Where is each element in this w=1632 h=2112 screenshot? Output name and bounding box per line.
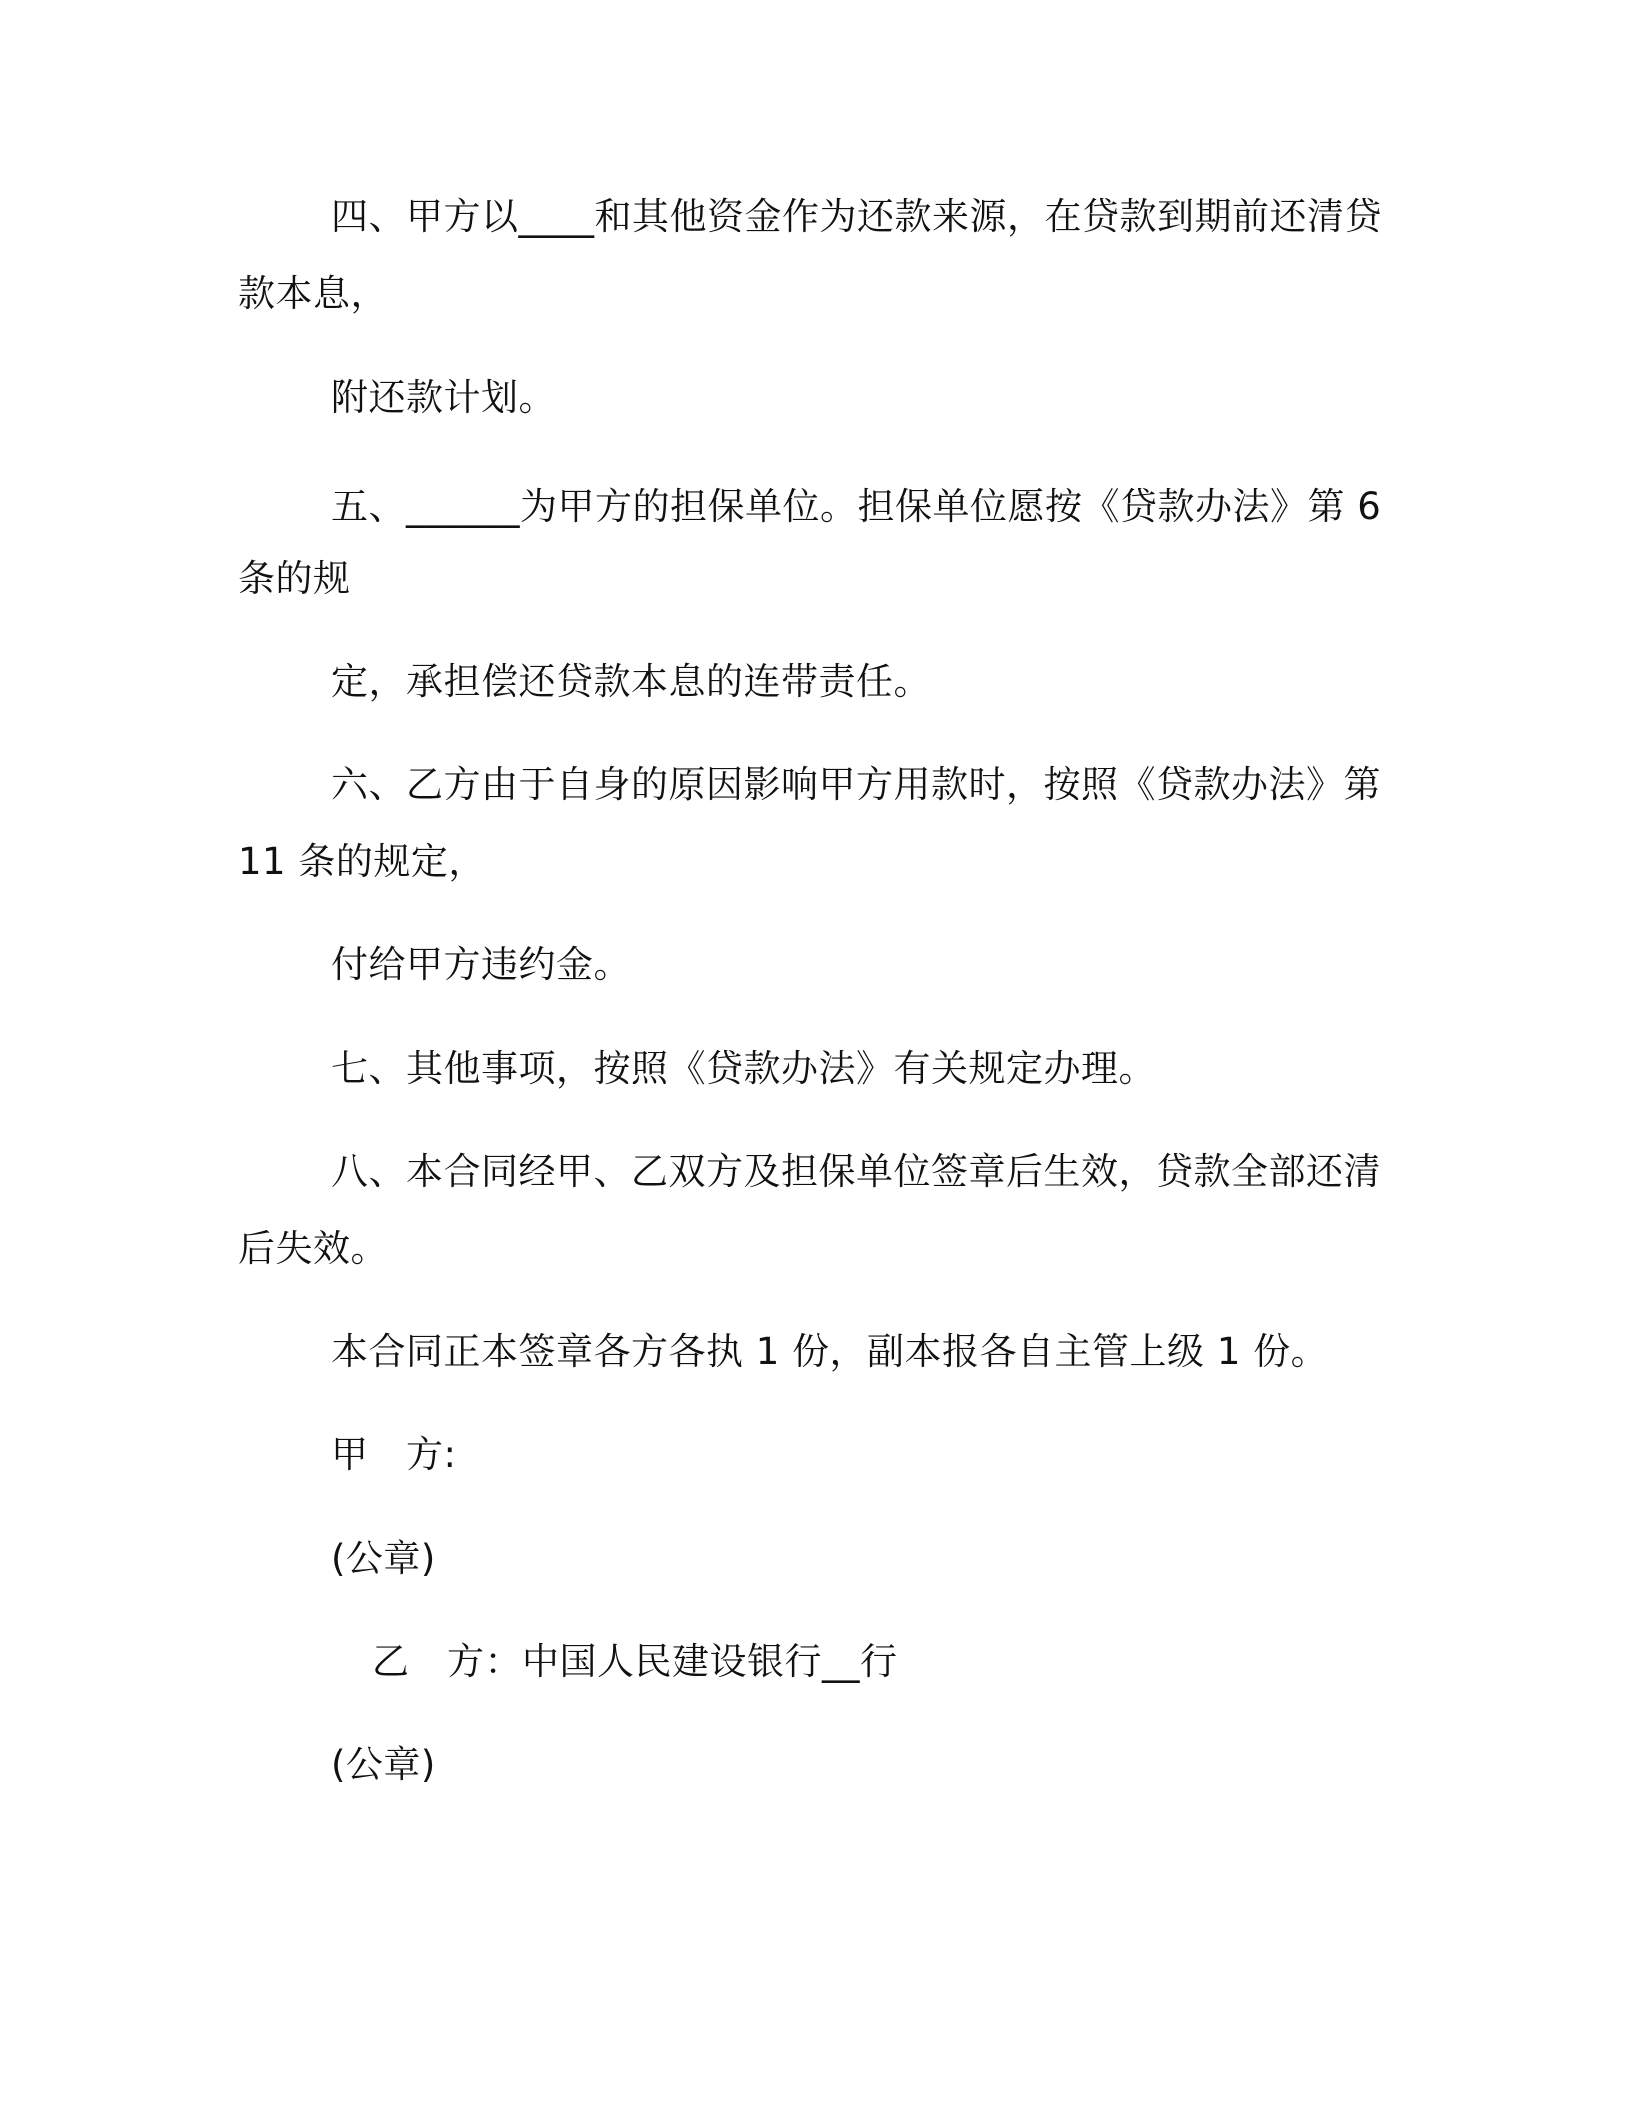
party-b-label: 乙 方：中国人民建设银行__行 bbox=[372, 1640, 898, 1683]
party-a-label: 甲 方: bbox=[331, 1433, 457, 1476]
clause-6-line-2: 11 条的规定， bbox=[238, 840, 486, 883]
clause-5-line-1: 五、______为甲方的担保单位。担保单位愿按《贷款办法》第 6 bbox=[331, 485, 1382, 528]
clause-8-line-2: 后失效。 bbox=[238, 1227, 388, 1270]
clause-5-line-3: 定，承担偿还贷款本息的连带责任。 bbox=[331, 660, 931, 703]
clause-4-line-2: 款本息， bbox=[238, 272, 388, 315]
clause-5-line-2: 条的规 bbox=[238, 557, 351, 600]
clause-6-line-1: 六、乙方由于自身的原因影响甲方用款时，按照《贷款办法》第 bbox=[331, 763, 1381, 806]
clause-4-line-3: 附还款计划。 bbox=[331, 376, 556, 419]
clause-4-line-1: 四、甲方以____和其他资金作为还款来源，在贷款到期前还清贷 bbox=[331, 195, 1382, 238]
clause-6-line-3: 付给甲方违约金。 bbox=[331, 943, 631, 986]
clause-8-line-1: 八、本合同经甲、乙双方及担保单位签章后生效，贷款全部还清 bbox=[331, 1150, 1381, 1193]
party-a-seal: (公章) bbox=[331, 1537, 436, 1580]
copies-statement: 本合同正本签章各方各执 1 份，副本报各自主管上级 1 份。 bbox=[331, 1330, 1329, 1373]
party-b-seal: (公章) bbox=[331, 1743, 436, 1786]
clause-7-line-1: 七、其他事项，按照《贷款办法》有关规定办理。 bbox=[331, 1047, 1156, 1090]
